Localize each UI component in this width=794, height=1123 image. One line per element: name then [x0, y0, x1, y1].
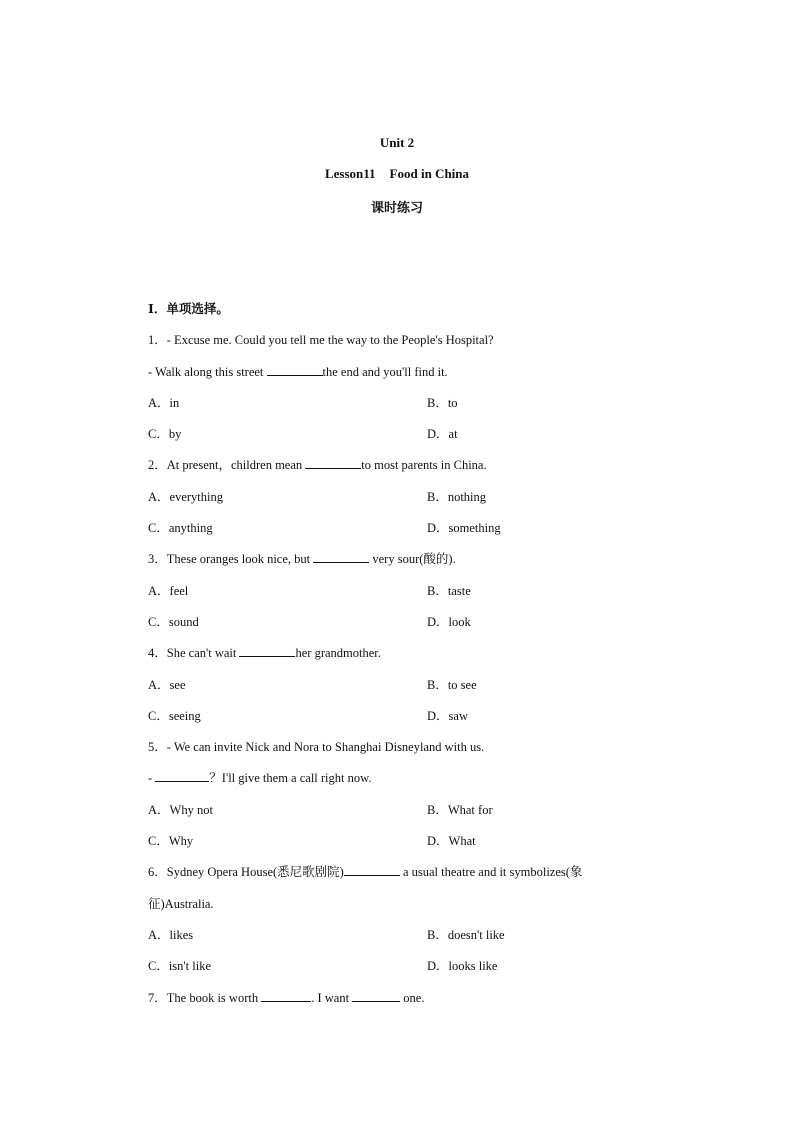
section-title: Ⅰ．单项选择。	[148, 302, 229, 316]
exercise-content	[148, 300, 648, 1020]
question-number: 4．	[148, 646, 167, 661]
question-1	[148, 331, 648, 362]
subtitle: 课时练习	[370, 200, 423, 215]
options-row	[148, 425, 648, 456]
question-text: ？I'll give them a call right now.	[209, 771, 372, 786]
option-d: D．What	[427, 834, 476, 849]
question-text: These oranges look nice, but	[166, 552, 314, 567]
question-3	[148, 550, 648, 581]
option-a: A．in	[148, 395, 180, 410]
question-text: very sour(酸的).	[369, 552, 456, 567]
option-b: B．taste	[427, 583, 471, 598]
question-text: - Excuse me. Could you tell me the way to the People's Hospital?	[166, 333, 494, 348]
option-d: D．looks like	[427, 959, 498, 974]
unit-heading: Unit 2	[379, 135, 415, 150]
option-d: D．something	[427, 521, 501, 536]
question-text: At present，children mean	[166, 458, 306, 473]
option-b: B．doesn't like	[427, 927, 505, 942]
lesson-title: Food in China	[389, 166, 470, 181]
options-row	[148, 801, 648, 832]
question-5-line-2	[148, 769, 648, 800]
question-text: one.	[400, 990, 425, 1005]
answer-blank	[239, 644, 295, 657]
option-c: C．anything	[148, 521, 213, 536]
option-a: A．everything	[148, 489, 223, 504]
answer-blank	[261, 989, 311, 1002]
options-row	[148, 582, 648, 613]
question-2	[148, 456, 648, 487]
question-4	[148, 644, 648, 675]
option-a: A．Why not	[148, 802, 213, 817]
question-text: She can't wait	[166, 646, 240, 661]
options-row	[148, 707, 648, 738]
question-text: Sydney Opera House(悉尼歌剧院)	[166, 865, 344, 880]
question-number: 5．	[148, 740, 167, 755]
option-c: C．by	[148, 427, 182, 442]
option-c: C．sound	[148, 614, 199, 629]
answer-blank	[267, 363, 323, 376]
question-text: 征)Australia.	[148, 896, 214, 911]
question-1-line-2	[148, 363, 648, 394]
option-b: B．to see	[427, 677, 477, 692]
option-c: C．isn't like	[148, 959, 212, 974]
question-5	[148, 738, 648, 769]
options-row	[148, 613, 648, 644]
answer-blank	[313, 550, 369, 563]
answer-blank	[344, 863, 400, 876]
option-d: D．look	[427, 614, 471, 629]
options-row	[148, 832, 648, 863]
option-d: D．saw	[427, 708, 468, 723]
answer-blank	[352, 989, 400, 1002]
question-number: 6．	[148, 865, 167, 880]
answer-blank	[305, 456, 361, 469]
question-number: 1．	[148, 333, 167, 348]
options-row	[148, 488, 648, 519]
question-text: The book is worth	[166, 990, 262, 1005]
option-a: A．likes	[148, 927, 194, 942]
question-text: -	[148, 771, 156, 786]
option-b: B．nothing	[427, 489, 487, 504]
options-row	[148, 926, 648, 957]
lesson-number: Lesson11	[324, 166, 376, 181]
question-6-line-2	[148, 895, 648, 926]
question-text: - We can invite Nick and Nora to Shanghai Disneyland with us.	[166, 740, 485, 755]
option-a: A．see	[148, 677, 186, 692]
option-b: B．to	[427, 395, 458, 410]
options-row	[148, 957, 648, 988]
option-c: C．seeing	[148, 708, 201, 723]
question-number: 2．	[148, 458, 167, 473]
question-7	[148, 989, 648, 1020]
answer-blank	[155, 769, 209, 782]
lesson-heading	[0, 166, 794, 182]
question-number: 3．	[148, 552, 167, 567]
options-row	[148, 394, 648, 425]
question-text: a usual theatre and it symbolizes(象	[399, 865, 583, 880]
option-a: A．feel	[148, 583, 189, 598]
question-text: to most parents in China.	[361, 458, 487, 473]
question-text: the end and you'll find it.	[322, 364, 448, 379]
question-text: her grandmother.	[295, 646, 381, 661]
options-row	[148, 676, 648, 707]
question-number: 7．	[148, 990, 167, 1005]
question-text: . I want	[311, 990, 353, 1005]
option-c: C．Why	[148, 834, 194, 849]
option-b: B．What for	[427, 802, 493, 817]
option-d: D．at	[427, 427, 458, 442]
options-row	[148, 519, 648, 550]
question-6	[148, 863, 648, 894]
question-text: - Walk along this street	[148, 364, 267, 379]
